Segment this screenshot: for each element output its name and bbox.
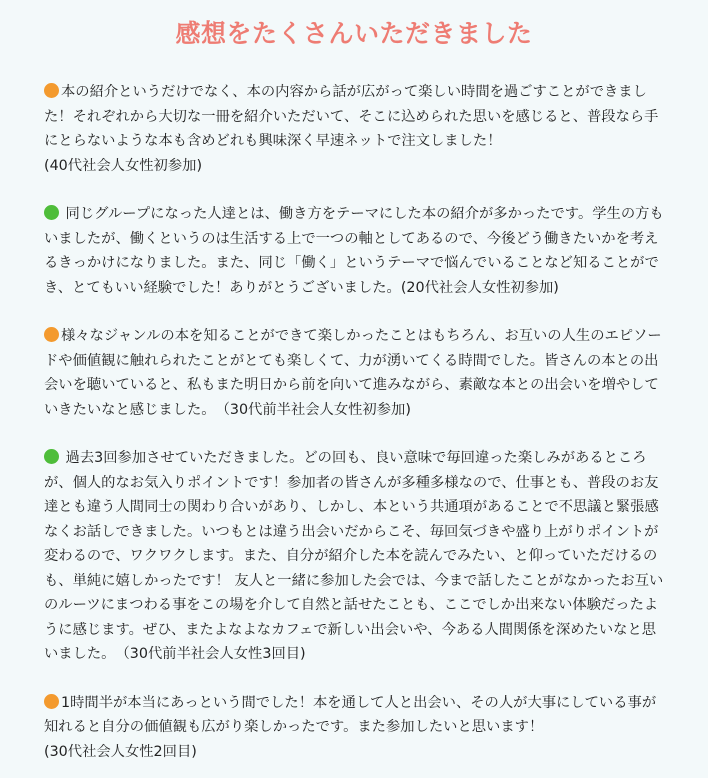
comment-item [44,80,668,178]
comment-item [44,446,668,667]
green-circle-icon [44,205,59,220]
comment-item [44,691,668,765]
comment-text: 本の紹介というだけでなく、本の内容から話が広がって楽しい時間を過ごすことができました！それぞれから大切な一冊を紹介いただいて、そこに込められた思いを感じると、普段なら手にとらないような本も含めどれも興味深く早速ネットで注文しました！ [44,84,659,149]
comment-attribution: (40代社会人女性初参加) [44,157,203,174]
page-title: 感想をたくさんいただきました [175,19,533,48]
comment-list [44,80,668,778]
comment-attribution: （30代前半社会人女性3回目) [115,646,306,662]
orange-circle-icon [44,327,59,342]
orange-circle-icon [44,694,59,709]
green-circle-icon [44,449,59,464]
comment-attribution: (30代社会人女性2回目) [44,743,197,760]
comment-text: 1時間半が本当にあっという間でした！本を通して人と出会い、その人が大事にしている事が知れると自分の価値観も広がり楽しかったです。また参加したいと思います！ [44,694,657,735]
comment-text: 過去3回参加させていただきました。どの回も、良い意味で毎回違った楽しみがあるところが、個人的なお気入りポイントです！参加者の皆さんが多種多様なので、仕事とも、普段のお友達とも違う人間同士の関わり合いがあり、しかし、本という共通項があることで不思議と緊張感なくお話しできました。いつもとは違う出会いだからこそ、毎回気づきや盛り上がりポイントが変わるので、ワクワクします。また、自分が紹介した本を読んでみたい、と仰っていただけるのも、単純に嬉しかったです！ 友人と一緒に参加した会では、今まで話したことがなかったお互いのルーツにまつわる事をこの場を介して自然と話せたことも、ここでしか出来ない体験だったように感じます。ぜひ、またよなよなカフェで新しい出会いや、今ある人間関係を深めたいなと思いました。 [44,450,664,662]
comment-text: 様々なジャンルの本を知ることができて楽しかったことはもちろん、お互いの人生のエピソードや価値観に触れられたことがとても楽しくて、力が湧いてくる時間でした。皆さんの本との出会いを聴いていると、私もまた明日から前を向いて進みながら、素敵な本との出会いを増やしていきたいなと感じました。 [44,328,662,418]
orange-circle-icon [44,83,59,98]
comment-attribution: （30代前半社会人女性初参加) [215,401,411,418]
comment-text: 同じグループになった人達とは、働き方をテーマにした本の紹介が多かったです。学生の方もいましたが、働くというのは生活する上で一つの軸としてあるので、今後どう働きたいかを考えるきっかけになりました。また、同じ「働く」というテーマで悩んでいることなど知ることができ、とてもいい経験でした！ありがとうございました。 [44,206,664,296]
comment-attribution: (20代社会人女性初参加) [400,279,559,296]
comment-item [44,324,668,422]
comment-item [44,202,668,300]
